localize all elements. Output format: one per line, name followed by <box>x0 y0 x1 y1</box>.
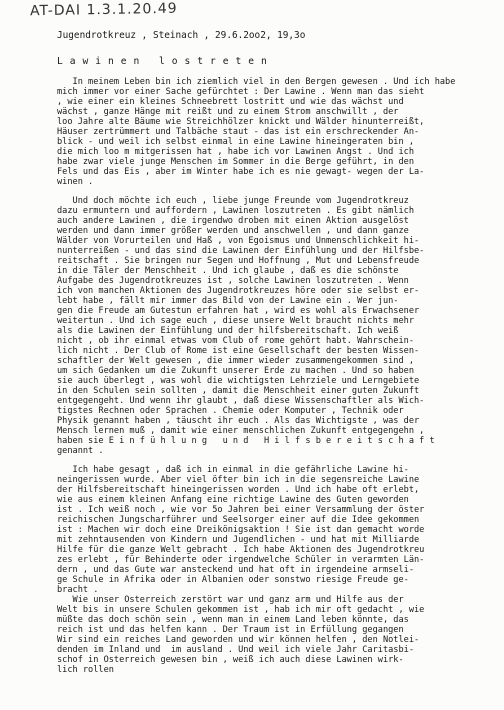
text-line: Häuser zertrümmert und Talbäche staut - das ist ein erschreckender An- <box>57 127 420 137</box>
text-line: in den Schulen sein sollten , damit die Menschheit einer guten Zukunft <box>57 386 420 396</box>
text-line: lebt habe , fällt mir immer das Bild von der Lawine ein . Wer jun- <box>57 296 399 306</box>
text-line: als die Lawinen der Einfühlung und der hilfsbereitschaft. Ich weiß <box>57 326 399 336</box>
text-line: ich von manchen Aktionen des Jugendrotkreuzes höre oder sie selbst er- <box>57 286 420 296</box>
text-line: dazu ermuntern und auffordern , Lawinen loszutreten . Es gibt nämlich <box>57 206 414 216</box>
text-line: Aufgabe des Jugendrotkreuzes ist , solche Lawinen loszutreten . Wenn <box>57 276 409 286</box>
archive-stamp: AT-DAI 1.3.1.20.49 <box>29 0 178 20</box>
body-text <box>57 77 497 684</box>
text-line: schaftler der Welt gewesen , die immer wieder zusammengekommen sind , <box>57 356 414 366</box>
text-line: die mich loo m mitgerissen hat , habe ich vor Lawinen Angst . Und ich <box>57 147 414 157</box>
paragraph <box>57 196 497 456</box>
header-line: Jugendrotkreuz , Steinach , 29.6.2oo2, 19,3o <box>57 30 306 41</box>
text-line: mich immer vor einer Sache gefürchtet : Der Lawine . Wenn man das sieht <box>57 87 425 97</box>
text-line: nicht , ob ihr einmal etwas vom Club of rome gehört habt. Wahrschein- <box>57 336 414 346</box>
text-line: entgegengeht. Und wenn ihr glaubt , daß diese Wissenschaftler als Wich- <box>57 396 425 406</box>
text-line: reich ist und das helfen kann . Der Traum ist in Erfüllung gegangen <box>57 625 404 635</box>
text-line: werden und dann immer größer werden und anschwellen , und dann ganze <box>57 226 409 236</box>
text-line: Wir sind ein reiches Land geworden und wir können helfen , den Notlei- <box>57 635 420 645</box>
text-line: wie aus einem kleinen Anfang eine richtige Lawine des Guten geworden <box>57 495 409 505</box>
text-line: ist : Machen wir doch eine Dreikönigsaktion ! Sie ist dan gemacht worde <box>57 525 425 535</box>
text-line: reitschaft . Sie bringen nur Segen und Hoffnung , Mut und Lebensfreude <box>57 256 420 266</box>
text-line: nunterreißen - und das sind die Lawinen der Einfühlung und der Hilfsbe- <box>57 246 425 256</box>
text-line: Fels und das Eis , aber im Winter habe ich es nie gewagt- wegen der La- <box>57 167 425 177</box>
text-line: neingerissen wurde. Aber viel öfter bin ich in die segensreiche Lawine <box>57 475 420 485</box>
text-line: ge Schule in Afrika oder in Albanien oder sonstwo riesige Freude ge- <box>57 575 409 585</box>
text-line: der Hilfsbereitschaft hineingerissen worden . Und ich habe oft erlebt, <box>57 485 420 495</box>
text-line: ist . Ich weiß noch , wie vor 5o Jahren bei einer Versammlung der öster <box>57 505 425 515</box>
text-line: Ich habe gesagt , daß ich in einmal in die gefährliche Lawine hi- <box>57 465 409 475</box>
text-line: Und doch möchte ich euch , liebe junge Freunde vom Jugendrotkreuz <box>57 196 409 206</box>
text-line: lich rollen <box>57 665 114 675</box>
text-line: Wie unser Österreich zerstört war und ganz arm und Hilfe aus der <box>57 595 404 605</box>
text-line: Physik genannt haben , täuscht ihr euch . Als das Wichtigste , was der <box>57 416 420 426</box>
text-line: In meinem Leben bin ich ziemlich viel in den Bergen gewesen . Und ich habe <box>57 77 456 87</box>
text-line: habe zwar viele junge Menschen im Sommer in die Berge geführt, in den <box>57 157 414 167</box>
text-line: haben sie E i n f ü h l u n g u n d H i l f s b e r e i t s c h a f t <box>57 436 435 446</box>
text-line: , wie einer ein kleines Schneebrett lostritt und wie das wächst und <box>57 97 404 107</box>
text-line: blick - und weil ich selbst einmal in eine Lawine hineingeraten bin , <box>57 137 414 147</box>
page-title: L a w i n e n l o s t r e t e n <box>57 56 268 67</box>
text-line: reichischen Jungscharführer und Seelsorger einer auf die Idee gekommen <box>57 515 420 525</box>
text-line: gen die Freude am Gutestun erfahren hat , wird es wohl als Erwachsener <box>57 306 420 316</box>
text-line: Welt bis in unsere Schulen gekommen ist , hab ich mir oft gedacht , wie <box>57 605 425 615</box>
text-line: schof in Österreich gewesen bin , weiß ich auch diese Lawinen wirk- <box>57 655 404 665</box>
text-line: dern , und das Gute war ansteckend und hat oft in irgendeine armseli- <box>57 565 414 575</box>
text-line: um sich Gedanken um die Zukunft unserer Erde zu machen . Und so haben <box>57 366 414 376</box>
text-line: auch andere Lawinen , die irgendwo droben mit einen Aktion ausgelöst <box>57 216 409 226</box>
text-line: mit zehntausenden von Kindern und Jugendlichen - und hat mit Milliarde <box>57 535 420 545</box>
text-line: müßte das doch schön sein , wenn man in einem Land leben könnte, das <box>57 615 409 625</box>
text-line: wächst , ganze Hänge mit reißt und zu einem Strom anschwillt , der <box>57 107 399 117</box>
text-line: genannt . <box>57 446 104 456</box>
text-line: Mensch lernen muß , damit wie einer menschlichen Zukunft entgegengehn , <box>57 426 425 436</box>
text-line: Wälder von Vorurteilen und Haß , von Egoismus und Unmenschlichkeit hi- <box>57 236 420 246</box>
text-line: Hilfe für die ganze Welt gebracht . Ich habe Aktionen des Jugendrotkreu <box>57 545 425 555</box>
text-line: denden im Inland und im ausland . Und weil ich viele Jahr Caritasbi- <box>57 645 414 655</box>
text-line: winen . <box>57 177 94 187</box>
text-line: sie auch überlegt , was wohl die wichtigsten Lehrziele und Lerngebiete <box>57 376 420 386</box>
text-line: lich nicht . Der Club of Rome ist eine Gesellschaft der besten Wissen- <box>57 346 420 356</box>
text-line: weitertun . Und ich sage euch , diese unsere Welt braucht nichts mehr <box>57 316 414 326</box>
text-line: zes erlebt , für Behinderte oder irgendwelche Schüler in verarmten Län- <box>57 555 425 565</box>
text-line: tigstes Rechnen oder Sprachen . Chemie oder Komputer , Technik oder <box>57 406 404 416</box>
text-line: loo Jahre alte Bäume wie Streichhölzer knickt und Wälder hinunterreißt, <box>57 117 425 127</box>
text-line: bracht . <box>57 585 99 595</box>
paragraph <box>57 465 497 675</box>
paragraph <box>57 77 497 187</box>
text-line: in die Täler der Menschheit . Und ich glaube , daß es die schönste <box>57 266 399 276</box>
